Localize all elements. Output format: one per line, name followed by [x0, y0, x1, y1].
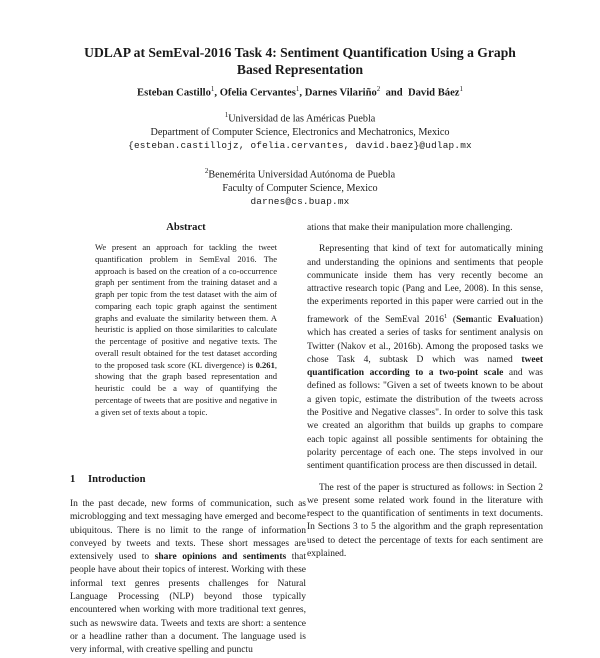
- emphasis-text: tweet quantification according to a two-point scale: [307, 354, 543, 379]
- paper-title-line-1: UDLAP at SemEval-2016 Task 4: Sentiment Quantification Using a Graph: [84, 45, 516, 60]
- body-text: In the past decade, new forms of communication, such as microblogging and text messaging have emerged and become ubiquitous. There is no limit to the range of information conveyed by tweets and texts. These short messages are extensively used to: [70, 499, 306, 563]
- paper-title: [40, 44, 560, 78]
- body-paragraph: The rest of the paper is structured as follows: in Section 2 we present some related work found in the literature with respect to the quantification of sentiments in text documents. In Sections 3 to 5 the algorithm and the graph representation used to detect the percentage of texts for each sentiment are explained.: [307, 482, 543, 559]
- affiliation-department: Faculty of Computer Science, Mexico: [222, 182, 378, 194]
- affiliation-institution: Universidad de las Américas Puebla: [228, 113, 376, 125]
- affiliation-mark: 1: [224, 111, 229, 119]
- body-paragraph-continued: ations that make their manipulation more challenging.: [307, 223, 513, 233]
- right-column: [307, 222, 543, 561]
- body-text: uation) which has created a series of tasks for sentiment analysis on Twitter (Nakov et al., 2016b). Among the proposed tasks we chose Task 4, subtask D which was named: [307, 314, 543, 365]
- author-separator: ,: [299, 87, 305, 99]
- emphasis-text: Sem: [456, 314, 474, 325]
- abstract-text-part: , showing that the graph based representation and heuristic could be a way of quantifying the percentage of tweets that are positive and negative in a given set of texts about a topic.: [95, 359, 277, 417]
- abstract-score: 0.261: [255, 359, 275, 370]
- section-heading-introduction: [70, 474, 146, 485]
- author-separator: ,: [214, 87, 220, 99]
- body-text: antic: [473, 314, 498, 325]
- author-list: [40, 82, 560, 101]
- author-affiliation-mark: 1: [459, 85, 463, 93]
- emphasis-text: Eval: [497, 314, 517, 325]
- affiliation-2: [40, 165, 560, 209]
- affiliation-email: {esteban.castillojz, ofelia.cervantes, david.baez}@udlap.mx: [128, 140, 472, 152]
- author-name: David Báez: [407, 87, 460, 99]
- author-name: Esteban Castillo: [137, 87, 211, 99]
- body-text: that people have about their topics of interest. Working with these informal text genres presents challenges for Natural Language Processing (NLP) beyond those typically encountered when working with more traditional text genres, such as newswire data. Tweets and texts are short: a sentence or a headline rather than a document. The language used is very informal, with creative spelling and punctu: [70, 552, 306, 656]
- author-affiliation-mark: 1: [210, 85, 215, 93]
- footnote-marker: 1: [444, 312, 448, 320]
- affiliation-department: Department of Computer Science, Electronics and Mechatronics, Mexico: [150, 126, 450, 138]
- affiliation-mark: 2: [204, 167, 209, 175]
- emphasis-text: share opinions and sentiments: [154, 552, 287, 563]
- paper-title-line-2: Based Representation: [236, 62, 364, 77]
- body-text: Representing that kind of text for automatically mining and understanding the opinions and sentiments that people communicate inside them has very recently become an attractive research topic (Pang and Lee, 2008). In this sense, the experiments reported in this paper were carried out in the framework of the SemEval 2016: [307, 244, 543, 325]
- author-name: Darnes Vilariño: [304, 87, 377, 99]
- author-name: Ofelia Cervantes: [219, 87, 296, 99]
- affiliation-email: darnes@cs.buap.mx: [250, 196, 350, 208]
- body-paragraph: [307, 243, 543, 473]
- abstract-body: [95, 242, 277, 418]
- section-title: Introduction: [88, 474, 146, 485]
- affiliation-1: [40, 109, 560, 153]
- abstract-heading: Abstract: [166, 222, 206, 233]
- body-text: and was defined as follows: "Given a set of tweets known to be about a given topic, estimate the distribution of the tweets across the Positive and Negative classes". In order to solve this task we created an algorithm that builds up graphs to compare each topic against all possible sentiments for obtaining the polarity percentage of each one. The steps involved in our sentiment quantification process are then discussed in detail.: [307, 368, 544, 472]
- section-number: 1: [70, 474, 76, 485]
- author-affiliation-mark: 2: [376, 85, 381, 93]
- affiliation-institution: Benemérita Universidad Autónoma de Puebla: [208, 169, 396, 181]
- author-affiliation-mark: 1: [295, 85, 300, 93]
- introduction-paragraph: [70, 498, 306, 658]
- abstract-text-part: We present an approach for tackling the tweet quantification problem in SemEval 2016. The approach is based on the creation of a co-occurrence graph per sentiment from the training dataset and a graph per topic from the test dataset with the aim of comparing each topic graph against the sentiment graphs and evaluate the similarity between them. A heuristic is applied on those similarities to calculate the percentage of positive and negative texts. The overall result obtained for the test dataset according to the proposed task score (KL divergence) is: [95, 242, 277, 370]
- body-text: (: [447, 314, 457, 325]
- author-separator: and: [380, 87, 408, 99]
